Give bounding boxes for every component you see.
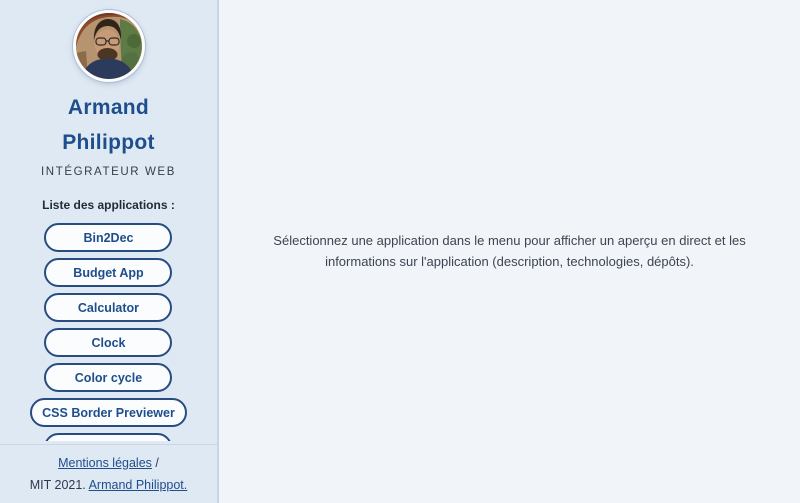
app-button-bin2dec[interactable]: Bin2Dec [44, 223, 172, 252]
apps-list-label: Liste des applications : [42, 198, 175, 212]
app-button-budget-app[interactable]: Budget App [44, 258, 172, 287]
last-name: Philippot [62, 131, 155, 154]
sidebar [0, 0, 219, 503]
portrait-photo-icon [76, 13, 142, 79]
job-title: INTÉGRATEUR WEB [41, 166, 176, 178]
profile-name [62, 90, 155, 160]
author-link[interactable]: Armand Philippot. [88, 477, 188, 492]
legal-link[interactable]: Mentions légales [58, 455, 152, 470]
first-name: Armand [67, 96, 150, 119]
apps-nav [30, 223, 187, 441]
app-button-partial[interactable] [44, 433, 172, 441]
legal-line [58, 456, 159, 471]
license-text: MIT 2021. [29, 477, 86, 492]
app-button-calculator[interactable]: Calculator [44, 293, 172, 322]
app-button-color-cycle[interactable]: Color cycle [44, 363, 172, 392]
sidebar-footer [0, 444, 217, 503]
app-button-clock[interactable]: Clock [44, 328, 172, 357]
apps-list [30, 223, 187, 441]
license-line [30, 478, 188, 493]
main-content [219, 0, 800, 503]
avatar [73, 10, 145, 82]
app-button-css-border-previewer[interactable]: CSS Border Previewer [30, 398, 187, 427]
placeholder-message: Sélectionnez une application dans le menu pour afficher un aperçu en direct et les informations sur l'application (description, technologies, dépôts). [273, 232, 746, 269]
legal-separator: / [155, 455, 159, 470]
